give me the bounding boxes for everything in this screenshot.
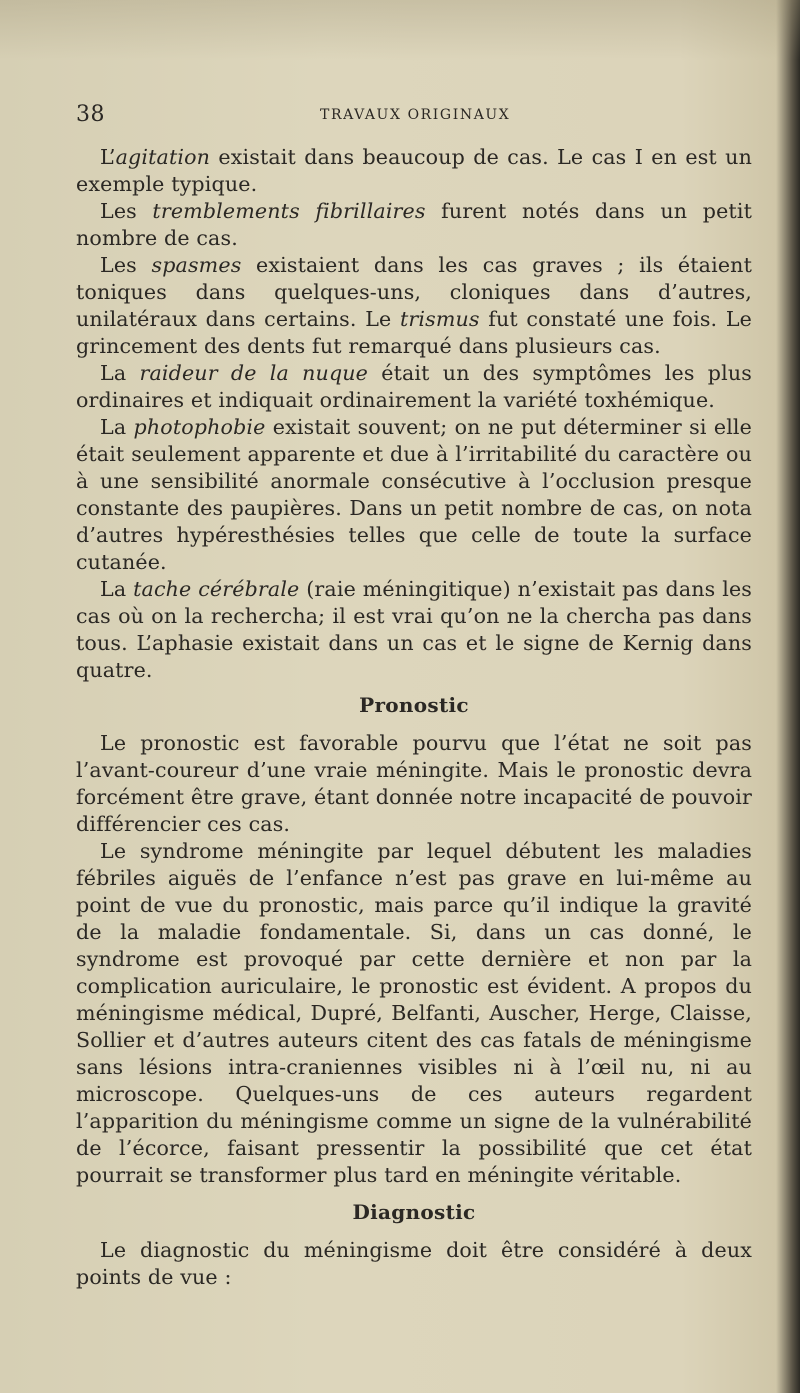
term-spasmes: spasmes: [151, 253, 242, 277]
term-raideur: raideur de la nuque: [139, 361, 369, 385]
paragraph-pronostic-2: Le syndrome méningite par lequel débutent les maladies fébriles aiguës de l’enfance n’est pas grave en lui-même au point de vue du pronostic, mais parce qu’il indique la gravité de la maladie fondamentale. Si, dans un cas donné, le syndrome est provoqué par cette dernière et non par la complication auriculaire, le pronostic est évident. A propos du méningisme médical, Dupré, Belfanti, Auscher, Herge, Claisse, Sollier et d’autres auteurs citent des cas fatals de méningisme sans lésions intra-craniennes visibles ni à l’œil nu, ni au microscope. Quelques-uns de ces auteurs regardent l’apparition du méningisme comme un signe de la vulnérabilité de l’écorce, faisant pressentir la possibilité que cet état pourrait se transformer plus tard en méningite véritable.: [76, 839, 752, 1187]
paragraph-spasmes: Les spasmes existaient dans les cas graves ; ils étaient toniques dans quelques-uns, cloniques dans d’autres, unilatéraux dans certains. Le trismus fut constaté une fois. Le grincement des dents fut remarqué dans plusieurs cas.: [76, 253, 752, 358]
page-header: [76, 102, 756, 126]
running-head: TRAVAUX ORIGINAUX: [320, 107, 511, 123]
section-heading-diagnostic: Diagnostic: [352, 1200, 476, 1224]
term-tache: tache cérébrale: [133, 577, 300, 601]
page-body: [76, 144, 752, 1291]
paragraph-photophobie: La photophobie existait souvent; on ne put déterminer si elle était seulement apparente et due à l’irritabilité du caractère ou à une sensibilité anormale consécutive à l’occlusion presque constante des paupières. Dans un petit nombre de cas, on nota d’autres hypéresthésies telles que celle de toute la surface cutanée.: [76, 415, 753, 574]
term-trismus: trismus: [399, 307, 480, 331]
paragraph-tremblements: Les tremblements fibrillaires furent notés dans un petit nombre de cas.: [76, 199, 752, 250]
term-photophobie: photophobie: [133, 415, 266, 439]
paragraph-raideur: La raideur de la nuque était un des symptômes les plus ordinaires et indiquait ordinairement la variété toxhémique.: [76, 361, 752, 412]
section-heading-pronostic: Pronostic: [359, 693, 469, 717]
paragraph-agitation: L’agitation existait dans beaucoup de cas. Le cas I en est un exemple typique.: [76, 145, 752, 196]
page-number: 38: [76, 102, 105, 127]
paragraph-pronostic-1: Le pronostic est favorable pourvu que l’état ne soit pas l’avant-coureur d’une vraie méningite. Mais le pronostic devra forcément être grave, étant donnée notre incapacité de pouvoir différencier ces cas.: [76, 731, 752, 836]
term-tremblements: tremblements fibrillaires: [152, 199, 426, 223]
term-agitation: agitation: [115, 145, 211, 169]
paragraph-tache: La tache cérébrale (raie méningitique) n’existait pas dans les cas où on la rechercha; il est vrai qu’on ne la chercha pas dans tous. L’aphasie existait dans un cas et le signe de Kernig dans quatre.: [76, 577, 753, 682]
paragraph-diagnostic: Le diagnostic du méningisme doit être considéré à deux points de vue :: [76, 1238, 752, 1289]
